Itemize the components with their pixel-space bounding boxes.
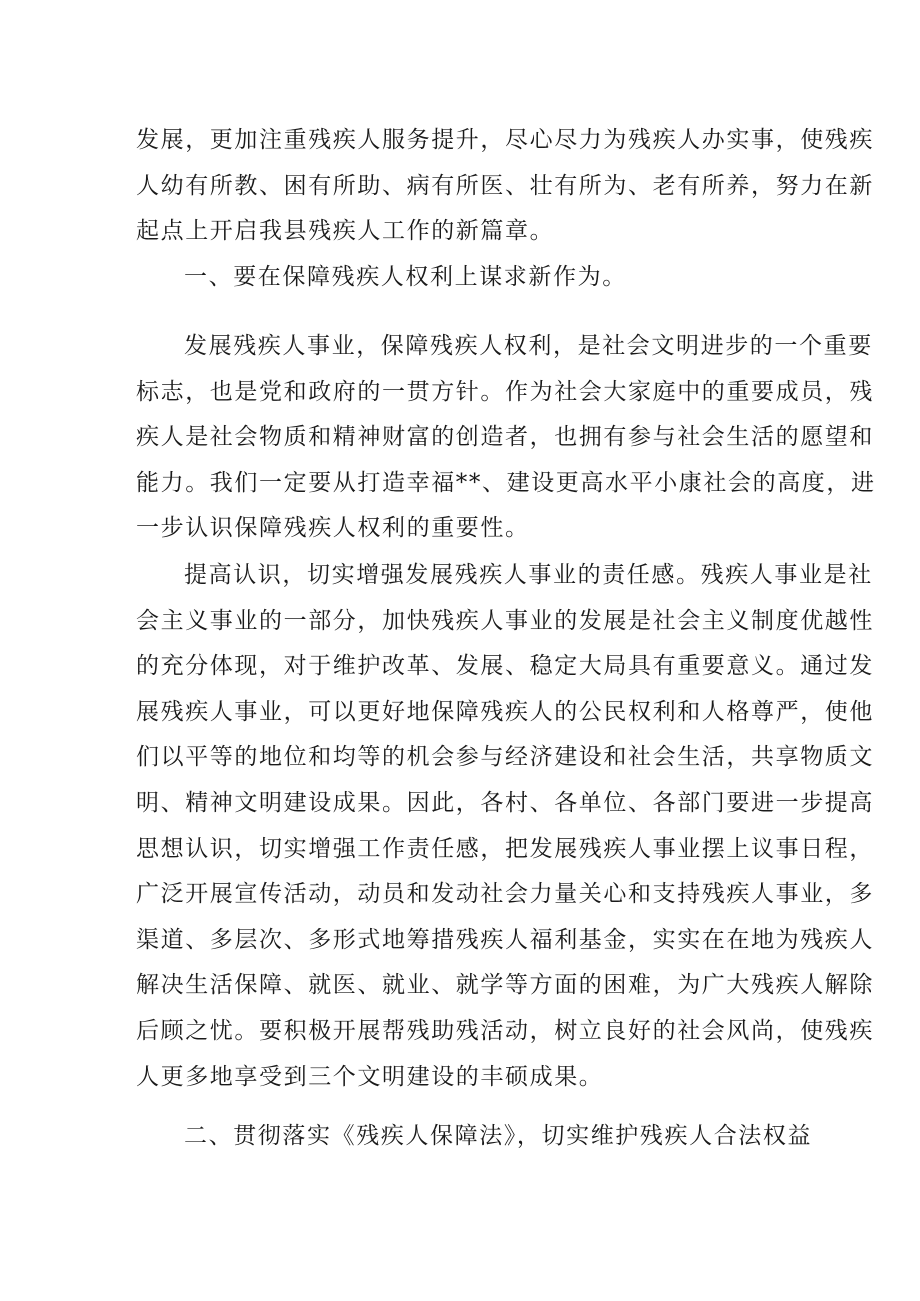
- text-line: 起点上开启我县残疾人工作的新篇章。: [136, 218, 555, 245]
- text-line: 解决生活保障、就医、就业、就学等方面的困难，为广大残疾人解除: [136, 972, 874, 999]
- heading-text: 一、要在保障残疾人权利上谋求新作为。: [184, 264, 627, 290]
- text-line: 人幼有所教、困有所助、病有所医、壮有所为、老有所养，努力在新: [136, 172, 874, 199]
- paragraph-continuation: [136, 118, 874, 255]
- text-line: 广泛开展宣传活动，动员和发动社会力量关心和支持残疾人事业，多: [136, 881, 874, 908]
- text-line: 们以平等的地位和均等的机会参与经济建设和社会生活，共享物质文: [136, 744, 874, 771]
- section-heading-1: [136, 255, 786, 301]
- heading-text: 二、贯彻落实《残疾人保障法》，切实维护残疾人合法权益: [184, 1123, 813, 1149]
- text-line: 明、精神文明建设成果。因此，各村、各单位、各部门要进一步提高: [136, 789, 874, 816]
- section-heading-2: [136, 1114, 813, 1160]
- text-line: 提高认识，切实增强发展残疾人事业的责任感。残疾人事业是社: [184, 562, 873, 588]
- text-line: 疾人是社会物质和精神财富的创造者，也拥有参与社会生活的愿望和: [136, 424, 874, 451]
- paragraph-rights: [136, 324, 876, 552]
- text-line: 展残疾人事业，可以更好地保障残疾人的公民权利和人格尊严，使他: [136, 698, 874, 725]
- text-line: 一步认识保障残疾人权利的重要性。: [136, 515, 530, 542]
- text-line: 后顾之忧。要积极开展帮残助残活动，树立良好的社会风尚，使残疾: [136, 1017, 874, 1044]
- text-line: 标志，也是党和政府的一贯方针。作为社会大家庭中的重要成员，残: [136, 378, 874, 405]
- text-line: 的充分体现，对于维护改革、发展、稳定大局具有重要意义。通过发: [136, 653, 874, 680]
- text-line: 能力。我们一定要从打造幸福**、建设更高水平小康社会的高度，进: [136, 469, 876, 496]
- text-line: 渠道、多层次、多形式地筹措残疾人福利基金，实实在在地为残疾人: [136, 926, 874, 953]
- text-line: 人更多地享受到三个文明建设的丰硕成果。: [136, 1063, 604, 1090]
- text-line: 思想认识，切实增强工作责任感，把发展残疾人事业摆上议事日程，: [136, 835, 874, 862]
- paragraph-responsibility: [136, 553, 874, 1100]
- text-line: 发展残疾人事业，保障残疾人权利，是社会文明进步的一个重要: [184, 333, 873, 359]
- text-line: 会主义事业的一部分，加快残疾人事业的发展是社会主义制度优越性: [136, 607, 874, 634]
- text-line: 发展，更加注重残疾人服务提升，尽心尽力为残疾人办实事，使残疾: [136, 127, 874, 153]
